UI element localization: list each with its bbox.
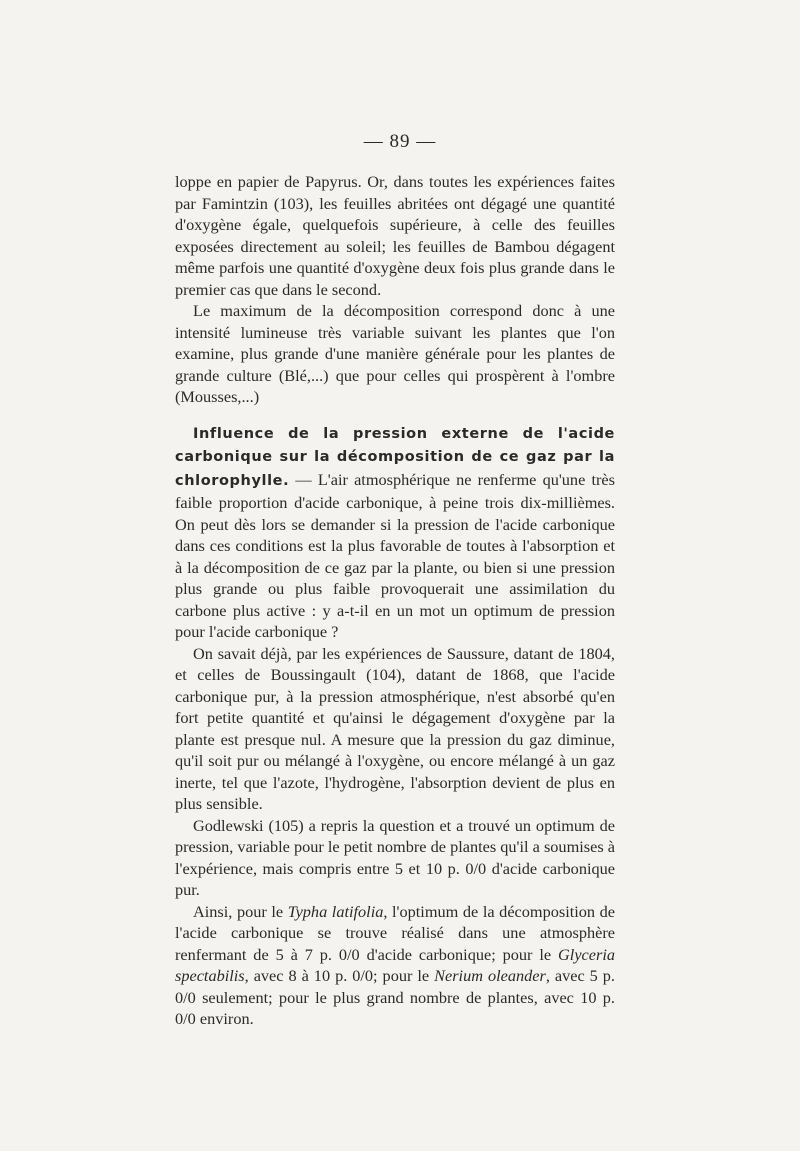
page-body [175, 171, 615, 1030]
paragraph-6-part-a: Ainsi, pour le [193, 901, 288, 921]
species-glyceria: Glyceria spectabilis [175, 944, 615, 985]
paragraph-4: On savait déjà, par les expériences de Saussure, datant de 1804, et celles de Boussingault (104), datant de 1868, que l'acide carbonique pur, à la pression atmosphérique, n'est absorbé qu'en fort petite quantité et qu'ainsi le dégagement d'oxygène par la plante est presque nul. A mesure que la pression du gaz diminue, qu'il soit pur ou mélangé à l'oxygène, ou encore mélangé à un gaz inerte, tel que l'azote, l'hydrogène, l'absorption devient de plus en plus sensible. [175, 643, 615, 813]
paragraph-2: Le maximum de la décomposition correspond donc à une intensité lumineuse très variable suivant les plantes que l'on examine, plus grande d'une manière générale pour les plantes de grande culture (Blé,...) que pour celles qui prospèrent à l'ombre (Mousses,...) [175, 301, 615, 406]
paragraph-3 [175, 422, 615, 643]
species-nerium: Nerium oleander [434, 966, 546, 985]
species-typha: Typha latifolia [287, 901, 384, 921]
paragraph-6-part-d: , avec 5 p. 0/0 seulement; pour le plus grand nombre de plantes, avec 10 p. 0/0 environ. [175, 966, 616, 1028]
paragraph-6-part-c: , avec 8 à 10 p. 0/0; pour le [244, 966, 435, 985]
paragraph-5: Godlewski (105) a repris la question et a trouvé un optimum de pression, variable pour le petit nombre de plantes qu'il a soumises à l'expérience, mais compris entre 5 et 10 p. 0/0 d'acide carbonique pur. [175, 815, 615, 899]
paragraph-3-body: — L'air atmosphérique ne renferme qu'une très faible proportion d'acide carbonique, à peine trois dix-millièmes. On peut dès lors se demander si la pression de l'acide carbonique dans ces conditions est la plus favorable de toutes à l'absorption et à la décomposition de ce gaz par la plante, ou bien si une pression plus grande ou plus faible provoquerait une assimilation du carbone plus active : y a-t-il en un mot un optimum de pression pour l'acide carbonique ? [175, 469, 615, 641]
section-heading: Influence de la pression externe de l'acide carbonique sur la décomposition de ce gaz par la chlorophylle. [175, 425, 615, 489]
paragraph-1: loppe en papier de Papyrus. Or, dans toutes les expériences faites par Famintzin (103), les feuilles abritées ont dégagé une quantité d'oxygène égale, quelquefois supérieure, à celle des feuilles exposées directement au soleil; les feuilles de Bambou dégagent même parfois une quantité d'oxygène deux fois plus grande dans le premier cas que dans le second. [175, 172, 615, 299]
paragraph-6-part-b: , l'optimum de la décomposition de l'acide carbonique se trouve réalisé dans une atmosphère renfermant de 5 à 7 p. 0/0 d'acide carbonique; pour le [175, 901, 615, 964]
page-number: — 89 — [363, 131, 437, 152]
paragraph-6 [175, 901, 615, 1030]
